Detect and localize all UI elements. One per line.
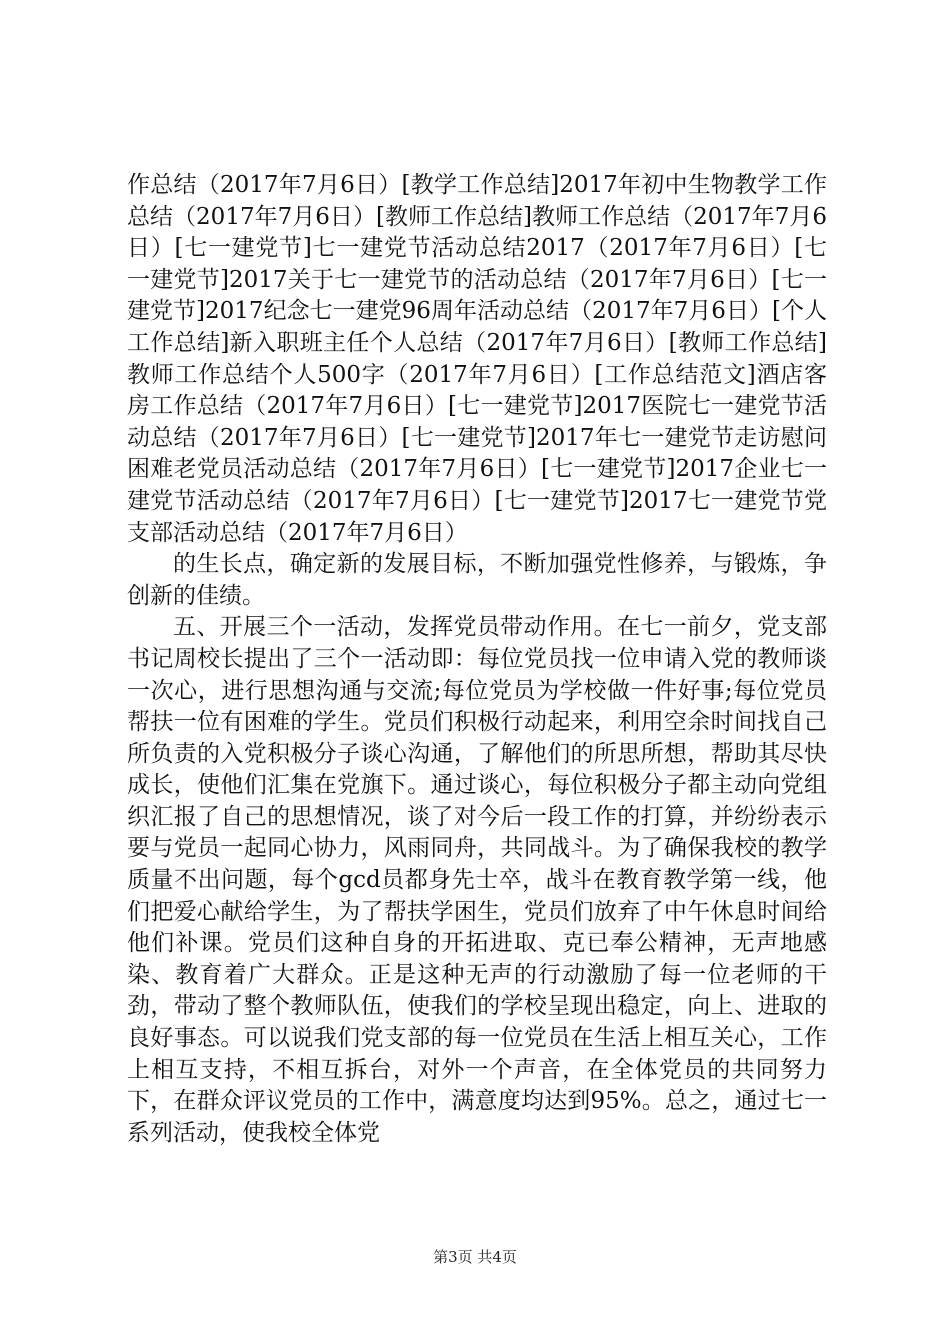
page-number-footer: 第3页 共4页 bbox=[433, 1248, 517, 1266]
document-body bbox=[127, 170, 827, 1149]
paragraph-summary-list: 作总结（2017年7月6日）[教学工作总结]2017年初中生物教学工作总结（2017年7月6日）[教师工作总结]教师工作总结（2017年7月6日）[七一建党节]七一建党节活动总结2017（2017年7月6日）[七一建党节]2017关于七一建党节的活动总结（2017年7月6日）[七一建党节]2017纪念七一建党96周年活动总结（2017年7月6日）[个人工作总结]新入职班主任个人总结（2017年7月6日）[教师工作总结]教师工作总结个人500字（2017年7月6日）[工作总结范文]酒店客房工作总结（2017年7月6日）[七一建党节]2017医院七一建党节活动总结（2017年7月6日）[七一建党节]2017年七一建党节走访慰问困难老党员活动总结（2017年7月6日）[七一建党节]2017企业七一建党节活动总结（2017年7月6日）[七一建党节]2017七一建党节党支部活动总结（2017年7月6日） bbox=[127, 172, 827, 546]
paragraph-growth-point: 的生长点，确定新的发展目标，不断加强党性修养，与锻炼，争创新的佳绩。 bbox=[127, 551, 827, 609]
paragraph-three-activities: 五、开展三个一活动，发挥党员带动作用。在七一前夕，党支部书记周校长提出了三个一活动即：每位党员找一位申请入党的教师谈一次心，进行思想沟通与交流;每位党员为学校做一件好事;每位党员帮扶一位有困难的学生。党员们积极行动起来，利用空余时间找自己所负责的入党积极分子谈心沟通，了解他们的所思所想，帮助其尽快成长，使他们汇集在党旗下。通过谈心，每位积极分子都主动向党组织汇报了自己的思想情况，谈了对今后一段工作的打算，并纷纷表示要与党员一起同心协力，风雨同舟，共同战斗。为了确保我校的教学质量不出问题，每个gcd员都身先士卒，战斗在教育教学第一线，他们把爱心献给学生，为了帮扶学困生，党员们放弃了中午休息时间给他们补课。党员们这种自身的开拓进取、克已奉公精神，无声地感染、教育着广大群众。正是这种无声的行动激励了每一位老师的干劲，带动了整个教师队伍，使我们的学校呈现出稳定，向上、进取的良好事态。可以说我们党支部的每一位党员在生活上相互关心，工作上相互支持，不相互拆台，对外一个声音，在全体党员的共同努力下，在群众评议党员的工作中，满意度均达到95%。总之，通过七一系列活动，使我校全体党 bbox=[127, 614, 827, 1146]
